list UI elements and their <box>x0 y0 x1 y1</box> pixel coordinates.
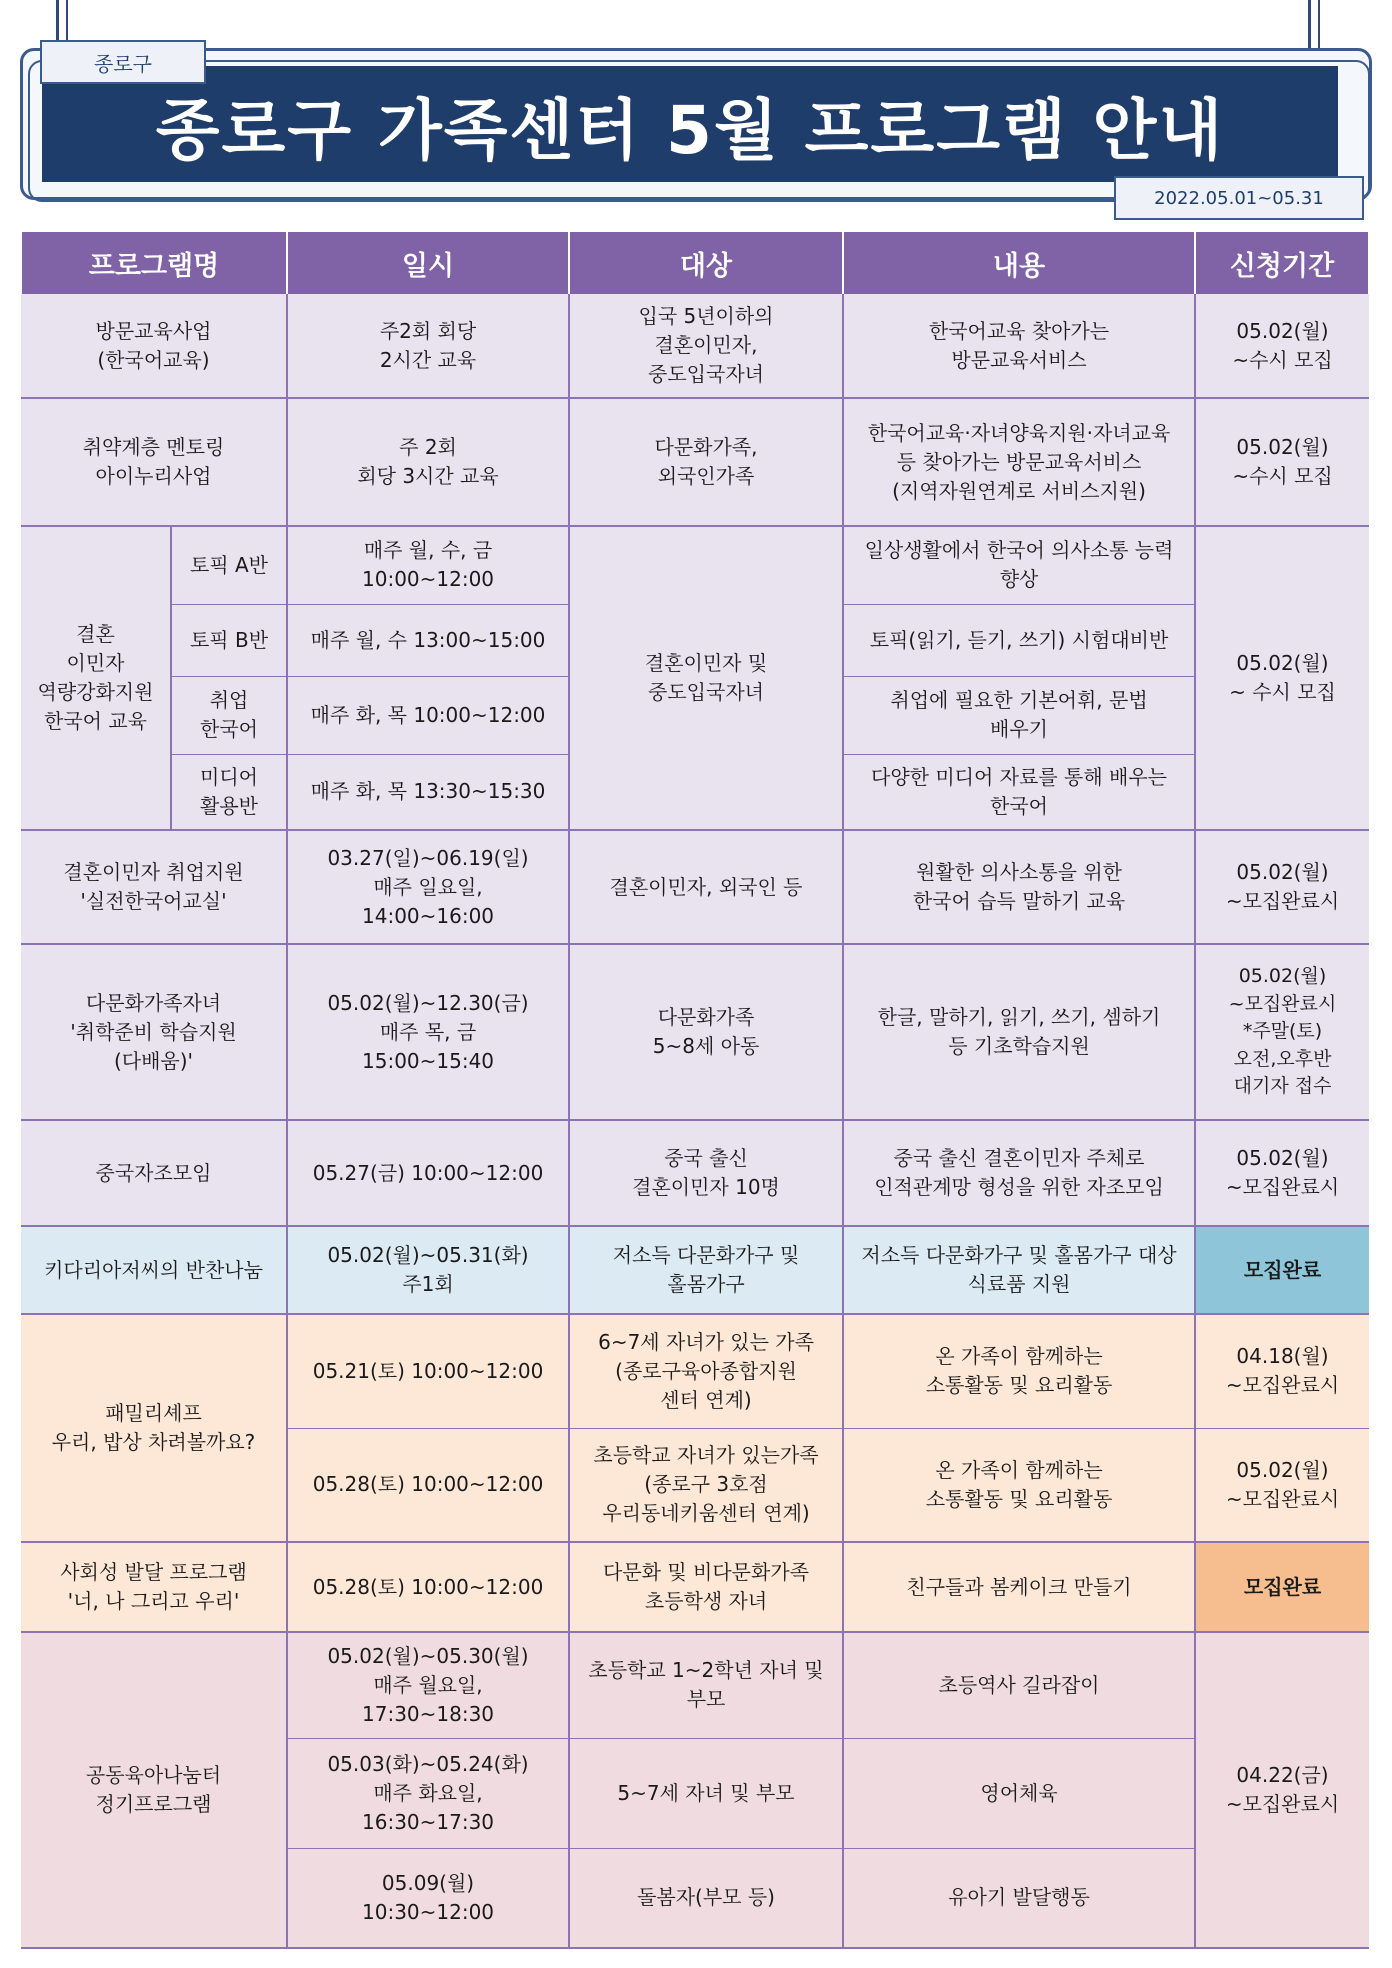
program-time <box>287 1428 569 1542</box>
program-period <box>1195 830 1369 944</box>
program-content <box>843 1120 1195 1226</box>
program-name <box>21 830 287 944</box>
table-row <box>21 1120 1369 1226</box>
program-target <box>569 1542 843 1632</box>
table-row <box>21 944 1369 1120</box>
program-period-text: 05.02(월) ~수시 모집 <box>1232 318 1333 372</box>
status-badge <box>1195 1542 1369 1632</box>
program-name-text: 키다리아저씨의 반찬나눔 <box>44 1257 263 1282</box>
program-time-text: 05.27(금) 10:00~12:00 <box>312 1160 544 1185</box>
program-content-text: 일상생활에서 한국어 의사소통 능력 향상 <box>864 538 1174 592</box>
program-name-text: 방문교육사업 (한국어교육) <box>95 318 212 372</box>
program-period <box>1195 1314 1369 1428</box>
program-target-text: 저소득 다문화가구 및 홀몸가구 <box>612 1243 800 1296</box>
program-content <box>843 944 1195 1120</box>
program-content-text: 친구들과 봄케이크 만들기 <box>906 1574 1132 1599</box>
program-time-text: 05.02(월)~05.31(화) 주1회 <box>327 1243 529 1296</box>
program-name-text: 결혼 이민자 역량강화지원 한국어 교육 <box>37 622 154 733</box>
program-name-text: 다문화가족자녀 '취학준비 학습지원 (다배움)' <box>70 990 237 1073</box>
program-target-text: 초등학교 자녀가 있는가족 (종로구 3호점 우리동네키움센터 연계) <box>593 1443 819 1526</box>
program-content-text: 원활한 의사소통을 위한 한국어 습득 말하기 교육 <box>912 860 1126 913</box>
program-target-text: 다문화가족, 외국인가족 <box>654 435 758 488</box>
district-tab <box>40 40 206 84</box>
table-row <box>21 1226 1369 1314</box>
program-period-text: 04.22(금) ~모집완료시 <box>1225 1763 1340 1816</box>
program-target <box>569 294 843 398</box>
sub-class-text: 미디어 활용반 <box>200 764 258 818</box>
table-row <box>21 1314 1369 1428</box>
program-content <box>843 1428 1195 1542</box>
program-target <box>569 398 843 526</box>
program-time <box>287 830 569 944</box>
program-content <box>843 1542 1195 1632</box>
program-content-text: 영어체육 <box>980 1780 1058 1805</box>
program-time <box>287 1632 569 1738</box>
sub-class-name <box>171 676 287 754</box>
sub-class-name <box>171 604 287 676</box>
program-content <box>843 754 1195 830</box>
program-time <box>287 1848 569 1948</box>
table-header-row <box>21 232 1369 294</box>
program-time-text: 05.21(토) 10:00~12:00 <box>312 1358 544 1383</box>
page-title: 종로구 가족센터 5월 프로그램 안내 <box>155 91 1225 169</box>
program-period-text: 05.02(월) ~모집완료시 *주말(토) 오전,오후반 대기자 접수 <box>1228 965 1337 1098</box>
program-content <box>843 294 1195 398</box>
program-content <box>843 676 1195 754</box>
frame-line-right-inner <box>1318 0 1320 48</box>
program-time-text: 05.28(토) 10:00~12:00 <box>312 1472 544 1497</box>
program-target <box>569 1226 843 1314</box>
date-range-label: 2022.05.01~05.31 <box>1154 187 1324 209</box>
program-time <box>287 526 569 604</box>
program-time-text: 05.09(월) 10:30~12:00 <box>362 1870 495 1924</box>
program-target <box>569 1314 843 1428</box>
program-period <box>1195 1632 1369 1948</box>
program-target-text: 5~7세 자녀 및 부모 <box>617 1780 795 1805</box>
col-header-target: 대상 <box>569 232 843 294</box>
program-content-text: 다양한 미디어 자료를 통해 배우는 한국어 <box>871 764 1167 818</box>
program-time <box>287 1120 569 1226</box>
program-time <box>287 1314 569 1428</box>
sub-class-name <box>171 526 287 604</box>
program-content <box>843 1314 1195 1428</box>
col-header-period: 신청기간 <box>1195 232 1369 294</box>
program-time-text: 05.02(월)~05.30(월) 매주 월요일, 17:30~18:30 <box>327 1643 529 1726</box>
program-target <box>569 1120 843 1226</box>
table-row <box>21 1632 1369 1738</box>
program-target-text: 결혼이민자 및 중도입국자녀 <box>644 651 768 704</box>
program-time <box>287 676 569 754</box>
col-header-content: 내용 <box>843 232 1195 294</box>
program-name <box>21 1542 287 1632</box>
program-content-text: 중국 출신 결혼이민자 주체로 인적관계망 형성을 위한 자조모임 <box>874 1146 1164 1199</box>
program-time-text: 매주 화, 목 10:00~12:00 <box>310 702 546 727</box>
program-time-text: 05.02(월)~12.30(금) 매주 목, 금 15:00~15:40 <box>327 990 529 1073</box>
program-name <box>21 294 287 398</box>
program-content <box>843 398 1195 526</box>
table-row <box>21 830 1369 944</box>
district-label: 종로구 <box>94 51 152 76</box>
title-banner <box>42 66 1338 182</box>
date-range-tab <box>1114 176 1364 220</box>
program-period-text: 05.02(월) ~ 수시 모집 <box>1229 651 1336 704</box>
program-target <box>569 1848 843 1948</box>
program-period <box>1195 1120 1369 1226</box>
program-content-text: 온 가족이 함께하는 소통활동 및 요리활동 <box>925 1457 1113 1511</box>
program-content-text: 한국어교육·자녀양육지원·자녀교육 등 찾아가는 방문교육서비스 (지역자원연계로 서비스지원) <box>867 420 1171 503</box>
program-target <box>569 1738 843 1848</box>
sub-class-text: 취업 한국어 <box>200 688 258 741</box>
program-time-text: 주2회 회당 2시간 교육 <box>379 318 477 372</box>
program-period-text: 05.02(월) ~모집완료시 <box>1225 860 1340 913</box>
program-target <box>569 526 843 830</box>
program-period <box>1195 1428 1369 1542</box>
program-content <box>843 604 1195 676</box>
program-name-text: 취약계층 멘토링 아이누리사업 <box>82 435 225 488</box>
program-period <box>1195 944 1369 1120</box>
program-target-text: 중국 출신 결혼이민자 10명 <box>632 1146 780 1199</box>
program-period <box>1195 526 1369 830</box>
program-period <box>1195 398 1369 526</box>
program-time <box>287 398 569 526</box>
program-content-text: 저소득 다문화가구 및 홀몸가구 대상 식료품 지원 <box>861 1243 1177 1296</box>
program-name <box>21 1314 287 1542</box>
program-content-text: 취업에 필요한 기본어휘, 문법 배우기 <box>890 688 1148 741</box>
program-time-text: 주 2회 회당 3시간 교육 <box>357 435 499 488</box>
program-name-text: 사회성 발달 프로그램 '너, 나 그리고 우리' <box>60 1560 247 1613</box>
program-content <box>843 1632 1195 1738</box>
program-content-text: 초등역사 길라잡이 <box>938 1672 1100 1697</box>
program-time <box>287 754 569 830</box>
program-time-text: 매주 화, 목 13:30~15:30 <box>310 779 546 804</box>
program-name <box>21 944 287 1120</box>
program-time-text: 매주 월, 수 13:00~15:00 <box>310 627 546 652</box>
program-content <box>843 1738 1195 1848</box>
program-time <box>287 294 569 398</box>
program-target-text: 다문화가족 5~8세 아동 <box>652 1005 760 1058</box>
program-time-text: 매주 월, 수, 금 10:00~12:00 <box>362 538 495 592</box>
program-time-text: 03.27(일)~06.19(일) 매주 일요일, 14:00~16:00 <box>327 845 529 928</box>
program-name <box>21 1120 287 1226</box>
program-name-text: 패밀리셰프 우리, 밥상 차려볼까요? <box>51 1401 256 1454</box>
table-row <box>21 526 1369 604</box>
program-table <box>20 232 1370 1949</box>
program-time-text: 05.03(화)~05.24(화) 매주 화요일, 16:30~17:30 <box>327 1751 529 1834</box>
program-content-text: 한글, 말하기, 읽기, 쓰기, 셈하기 등 기초학습지원 <box>877 1005 1161 1058</box>
program-content-text: 유아기 발달행동 <box>948 1885 1090 1910</box>
program-period-text: 모집완료 <box>1243 1257 1322 1282</box>
program-name <box>21 1226 287 1314</box>
program-target <box>569 1428 843 1542</box>
sub-class-text: 토픽 B반 <box>189 627 269 652</box>
program-content-text: 한국어교육 찾아가는 방문교육서비스 <box>928 318 1110 372</box>
program-time-text: 05.28(토) 10:00~12:00 <box>312 1574 544 1599</box>
program-target <box>569 830 843 944</box>
program-time <box>287 1226 569 1314</box>
program-content <box>843 830 1195 944</box>
program-name <box>21 526 171 830</box>
program-content <box>843 1848 1195 1948</box>
program-content-text: 토픽(읽기, 듣기, 쓰기) 시험대비반 <box>869 627 1169 652</box>
program-name-text: 공동육아나눔터 정기프로그램 <box>85 1763 222 1816</box>
program-name-text: 중국자조모임 <box>95 1160 212 1185</box>
table-row <box>21 1542 1369 1632</box>
program-name <box>21 398 287 526</box>
program-period-text: 05.02(월) ~수시 모집 <box>1232 435 1333 488</box>
program-period-text: 05.02(월) ~모집완료시 <box>1225 1146 1340 1199</box>
program-time <box>287 1738 569 1848</box>
program-period-text: 04.18(월) ~모집완료시 <box>1225 1344 1340 1398</box>
program-time <box>287 604 569 676</box>
col-header-time: 일시 <box>287 232 569 294</box>
program-target-text: 입국 5년이하의 결혼이민자, 중도입국자녀 <box>638 304 774 386</box>
program-content-text: 온 가족이 함께하는 소통활동 및 요리활동 <box>925 1344 1113 1398</box>
program-time <box>287 1542 569 1632</box>
program-target-text: 초등학교 1~2학년 자녀 및 부모 <box>588 1658 824 1712</box>
sub-class-text: 토픽 A반 <box>190 552 268 577</box>
program-name <box>21 1632 287 1948</box>
program-target-text: 6~7세 자녀가 있는 가족 (종로구육아종합지원 센터 연계) <box>598 1329 814 1412</box>
program-period-text: 05.02(월) ~모집완료시 <box>1225 1457 1340 1511</box>
program-content <box>843 1226 1195 1314</box>
program-target <box>569 1632 843 1738</box>
col-header-name: 프로그램명 <box>21 232 287 294</box>
program-target-text: 돌봄자(부모 등) <box>637 1885 775 1910</box>
table-row <box>21 294 1369 398</box>
program-content <box>843 526 1195 604</box>
program-target <box>569 944 843 1120</box>
program-table-wrap <box>20 232 1368 1949</box>
status-badge <box>1195 1226 1369 1314</box>
frame-line-right <box>1308 0 1311 48</box>
sub-class-name <box>171 754 287 830</box>
program-target-text: 결혼이민자, 외국인 등 <box>609 874 803 899</box>
program-time <box>287 944 569 1120</box>
program-period-text: 모집완료 <box>1243 1574 1322 1599</box>
table-row <box>21 398 1369 526</box>
program-name-text: 결혼이민자 취업지원 '실전한국어교실' <box>63 860 244 913</box>
program-period <box>1195 294 1369 398</box>
program-target-text: 다문화 및 비다문화가족 초등학생 자녀 <box>603 1560 809 1613</box>
